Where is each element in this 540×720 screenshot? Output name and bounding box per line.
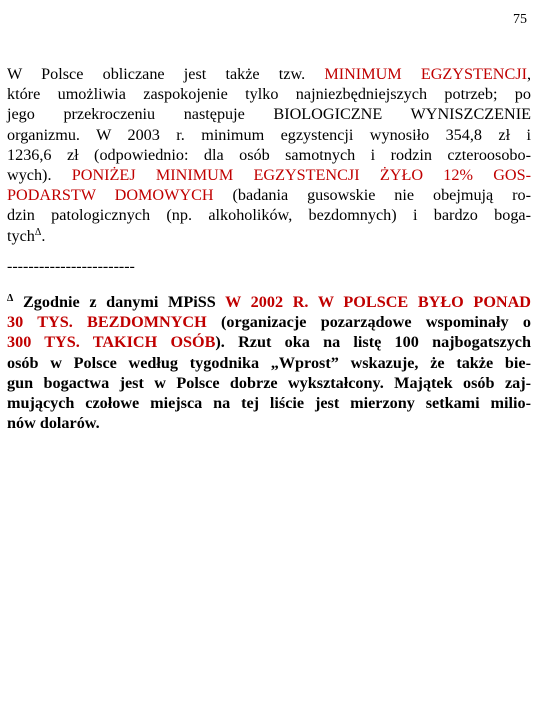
text-line (7, 226, 531, 246)
text-line (7, 84, 531, 104)
text-segment: nów dolarów. (7, 414, 100, 433)
text-segment: jego przekroczeniu następuje BIOLOGICZNE WYNISZCZENIE (7, 105, 531, 124)
footnote-marker: Δ (7, 293, 14, 304)
main-paragraph (7, 64, 531, 246)
footnote (7, 292, 531, 433)
text-line (7, 64, 531, 84)
text-line (7, 185, 531, 205)
highlighted-text: PONIŻEJ MINIMUM EGZYSTENCJI ŻYŁO 12% GOS- (71, 166, 531, 185)
highlighted-text: MINIMUM EGZYSTENCJI (324, 65, 527, 83)
text-line (7, 292, 531, 312)
text-line (7, 413, 531, 433)
text-line (7, 393, 531, 413)
highlighted-text: PODARSTW DOMOWYCH (7, 186, 214, 205)
page-number: 75 (513, 12, 527, 27)
text-segment: organizmu. W 2003 r. minimum egzystencji wynosiło 354,8 zł i (7, 125, 531, 144)
text-segment: W Polsce obliczane jest także tzw. (7, 65, 325, 83)
text-line (7, 104, 531, 124)
text-line (7, 165, 531, 185)
text-segment: dzin patologicznych (np. alkoholików, bezdomnych) i bardzo boga- (7, 206, 531, 225)
text-segment: wych). (7, 166, 72, 185)
text-line (7, 353, 531, 373)
text-line (7, 332, 531, 352)
text-segment: które umożliwia zaspokojenie tylko najniezbędniejszych potrzeb; po (7, 85, 531, 104)
footnote-separator: ------------------------ (7, 258, 135, 275)
text-segment: ). Rzut oka na listę 100 najbogatszych (215, 333, 531, 352)
text-line (7, 205, 531, 225)
text-segment: 1236,6 zł (odpowiednio: dla osób samotnych i rodzin czteroosobo- (7, 145, 531, 164)
highlighted-text: 30 TYS. BEZDOMNYCH (7, 313, 207, 332)
text-segment: gun bogactwa jest w Polsce dobrze wykształcony. Majątek osób zaj- (7, 373, 531, 392)
text-segment: (organizacje pozarządowe wspominały o (206, 313, 532, 332)
text-segment: . (41, 226, 46, 245)
highlighted-text: W 2002 R. W POLSCE BYŁO PONAD (225, 293, 531, 311)
text-segment: (badania gusowskie nie obejmują ro- (213, 186, 531, 205)
text-line (7, 125, 531, 145)
highlighted-text: 300 TYS. TAKICH OSÓB (7, 333, 216, 352)
text-segment: mujących czołowe miejsca na tej liście jest mierzony setkami milio- (7, 394, 531, 413)
text-segment: osób w Polsce według tygodnika „Wprost” wskazuje, że także bie- (7, 353, 531, 372)
text-segment: Zgodnie z danymi MPiSS (13, 293, 226, 311)
text-segment: , (526, 65, 532, 83)
text-segment: tych (7, 226, 35, 245)
text-line (7, 145, 531, 165)
footnote-reference: Δ (34, 226, 42, 238)
text-line (7, 373, 531, 393)
text-line (7, 312, 531, 332)
